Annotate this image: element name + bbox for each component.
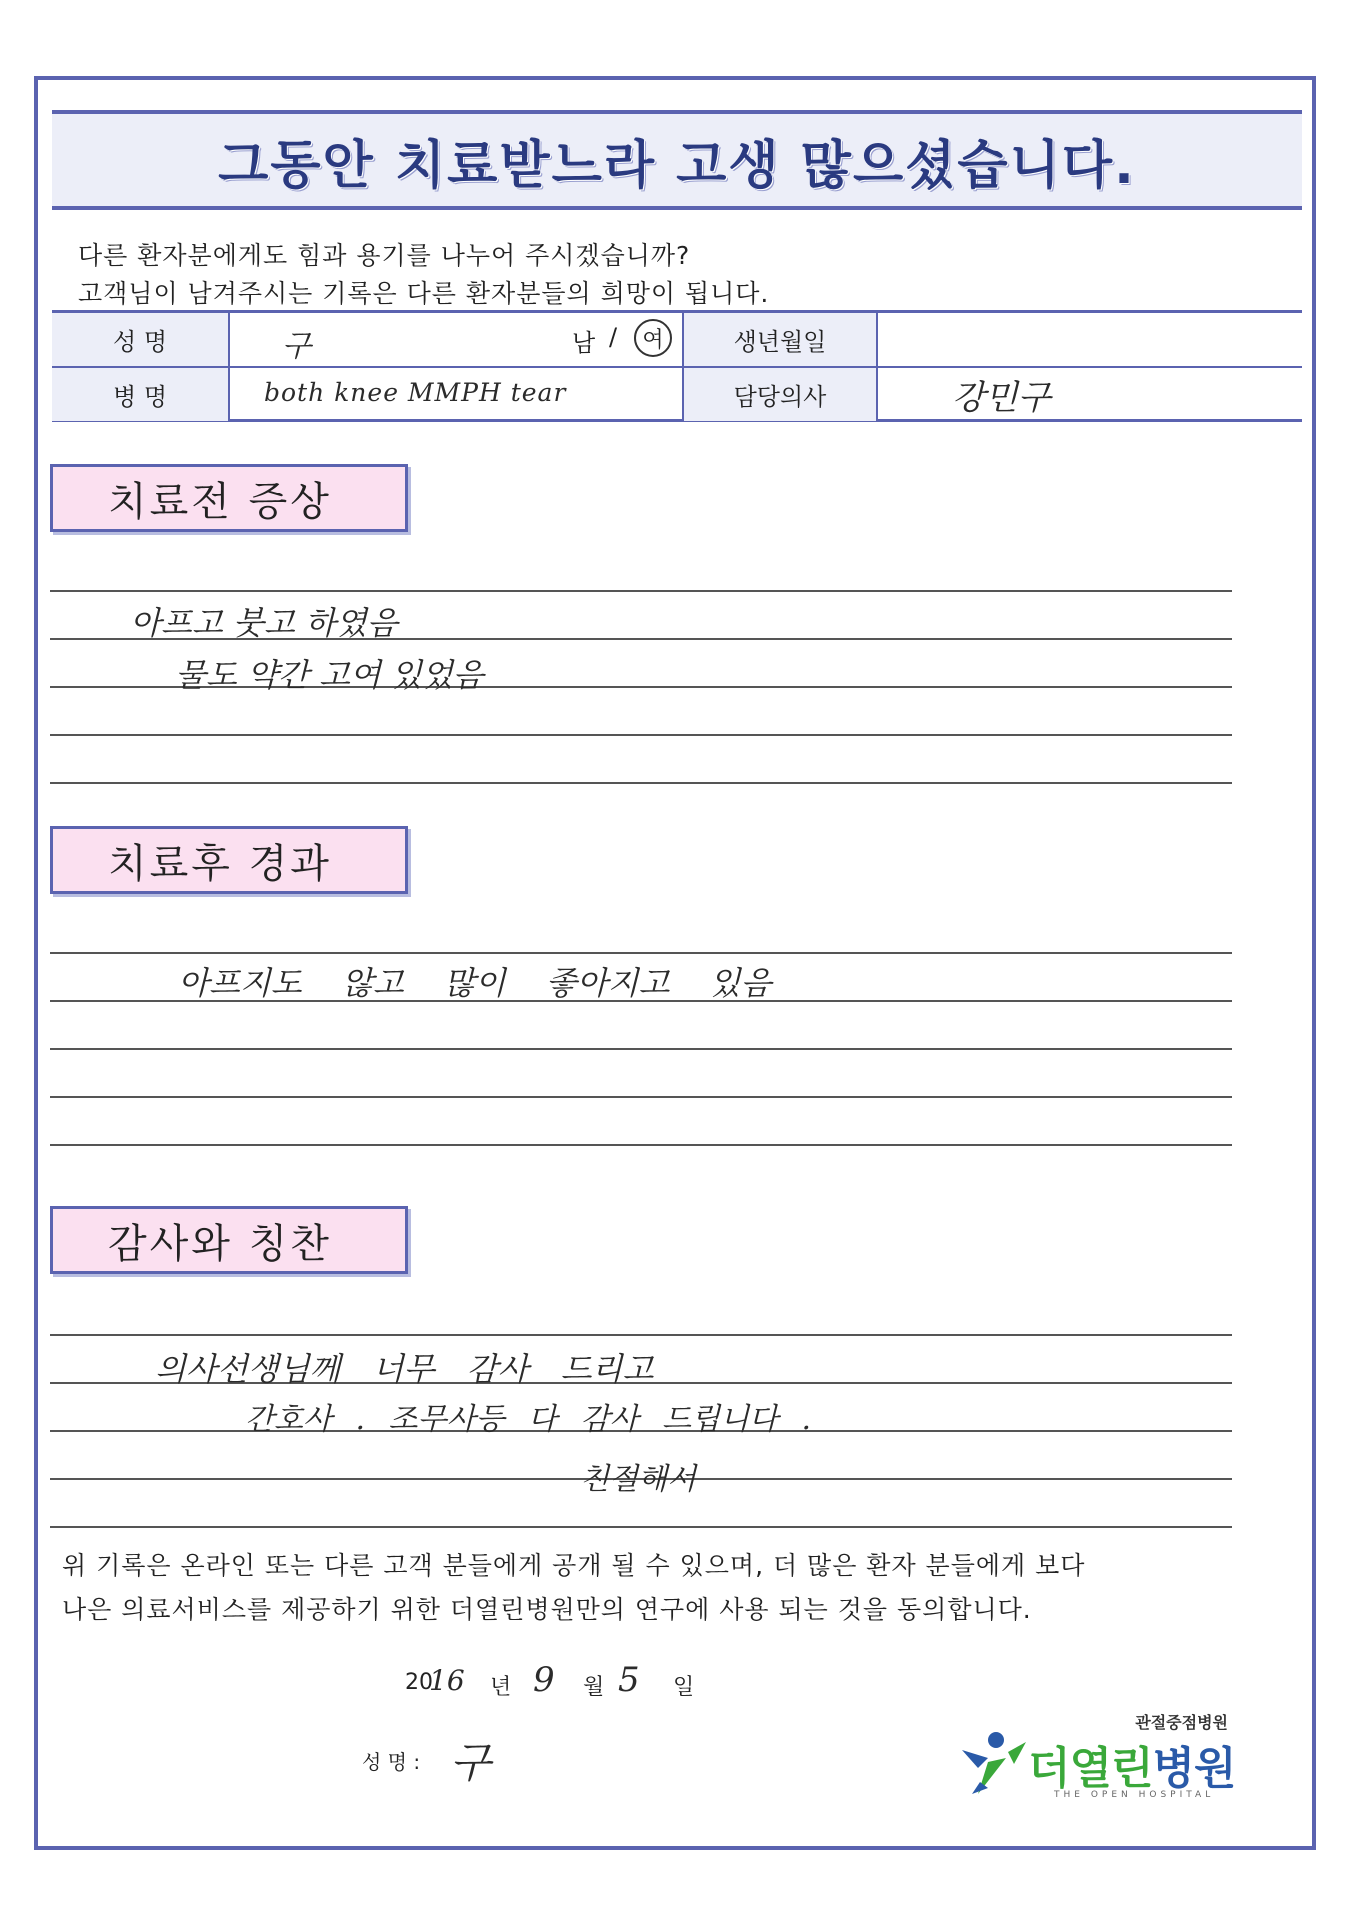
date-day: 5 — [618, 1660, 640, 1700]
info-row-disease — [52, 368, 1302, 421]
signature-value: 구 — [450, 1738, 491, 1787]
rule-line — [50, 1334, 1232, 1336]
section-thanks-title: 감사와 칭찬 — [50, 1206, 408, 1274]
rule-line — [50, 590, 1232, 592]
gender-male: 남 — [572, 329, 596, 357]
rule-line — [50, 734, 1232, 736]
rule-line — [50, 1144, 1232, 1146]
date-day-label: 일 — [673, 1675, 695, 1700]
info-row-name — [52, 313, 1302, 368]
thanks-line-2: 간호사 . 조무사등 다 감사 드립니다 . — [245, 1402, 812, 1437]
date-year-suffix: 16 — [429, 1664, 465, 1697]
disease-label: 병 명 — [52, 368, 230, 421]
name-label: 성 명 — [52, 313, 230, 366]
signature-label: 성 명 : — [362, 1750, 421, 1774]
intro-line-1: 다른 환자분에게도 힘과 용기를 나누어 주시겠습니까? — [78, 241, 691, 270]
rule-line — [50, 952, 1232, 954]
date-year-label: 년 — [490, 1675, 512, 1700]
logo-name — [1028, 1732, 1236, 1796]
consent-line-1: 위 기록은 온라인 또는 다른 고객 분들에게 공개 될 수 있으며, 더 많은 환자 분들에게 보다 — [62, 1551, 1086, 1580]
intro-line-2: 고객님이 남겨주시는 기록은 다른 환자분들의 희망이 됩니다. — [78, 279, 770, 308]
rule-line — [50, 1048, 1232, 1050]
section-after-title: 치료후 경과 — [50, 826, 408, 894]
logo-name-part2: 병원 — [1152, 1743, 1236, 1794]
after-line-1: 아프지도 않고 많이 좋아지고 있음 — [178, 964, 772, 1002]
birth-label: 생년월일 — [682, 313, 878, 366]
section-before-title: 치료전 증상 — [50, 464, 408, 532]
rule-line — [50, 782, 1232, 784]
logo-english: THE OPEN HOSPITAL — [1054, 1790, 1215, 1800]
before-line-1: 아프고 붓고 하였음 — [130, 604, 398, 642]
rule-line — [50, 1526, 1232, 1528]
date-year-prefix: 20 — [405, 1670, 433, 1695]
gender-separator: / — [609, 323, 618, 351]
hospital-logo — [958, 1710, 1238, 1806]
date-month: 9 — [533, 1660, 555, 1700]
before-line-2: 물도 약간 고여 있었음 — [175, 656, 484, 694]
logo-subtitle: 관절중점병원 — [1135, 1713, 1228, 1732]
consent-line-2: 나은 의료서비스를 제공하기 위한 더열린병원만의 연구에 사용 되는 것을 동의합니다. — [62, 1595, 1032, 1624]
name-value: 구 — [282, 329, 311, 364]
gender-female-circled: 여 — [634, 319, 672, 357]
patient-info-table — [52, 310, 1302, 422]
rule-line — [50, 1096, 1232, 1098]
disease-value: both knee MMPH tear — [264, 378, 567, 407]
logo-mark-icon — [958, 1728, 1030, 1798]
header-banner — [52, 110, 1302, 210]
doctor-label: 담당의사 — [682, 368, 878, 421]
thanks-line-1: 의사선생님께 너무 감사 드리고 — [155, 1350, 654, 1388]
thanks-line-3: 친절해서 — [580, 1462, 696, 1497]
logo-name-part1: 더열린 — [1028, 1743, 1153, 1794]
date-month-label: 월 — [583, 1675, 605, 1700]
doctor-value: 강민구 — [952, 378, 1051, 418]
page-title: 그동안 치료받느라 고생 많으셨습니다. — [218, 135, 1136, 196]
